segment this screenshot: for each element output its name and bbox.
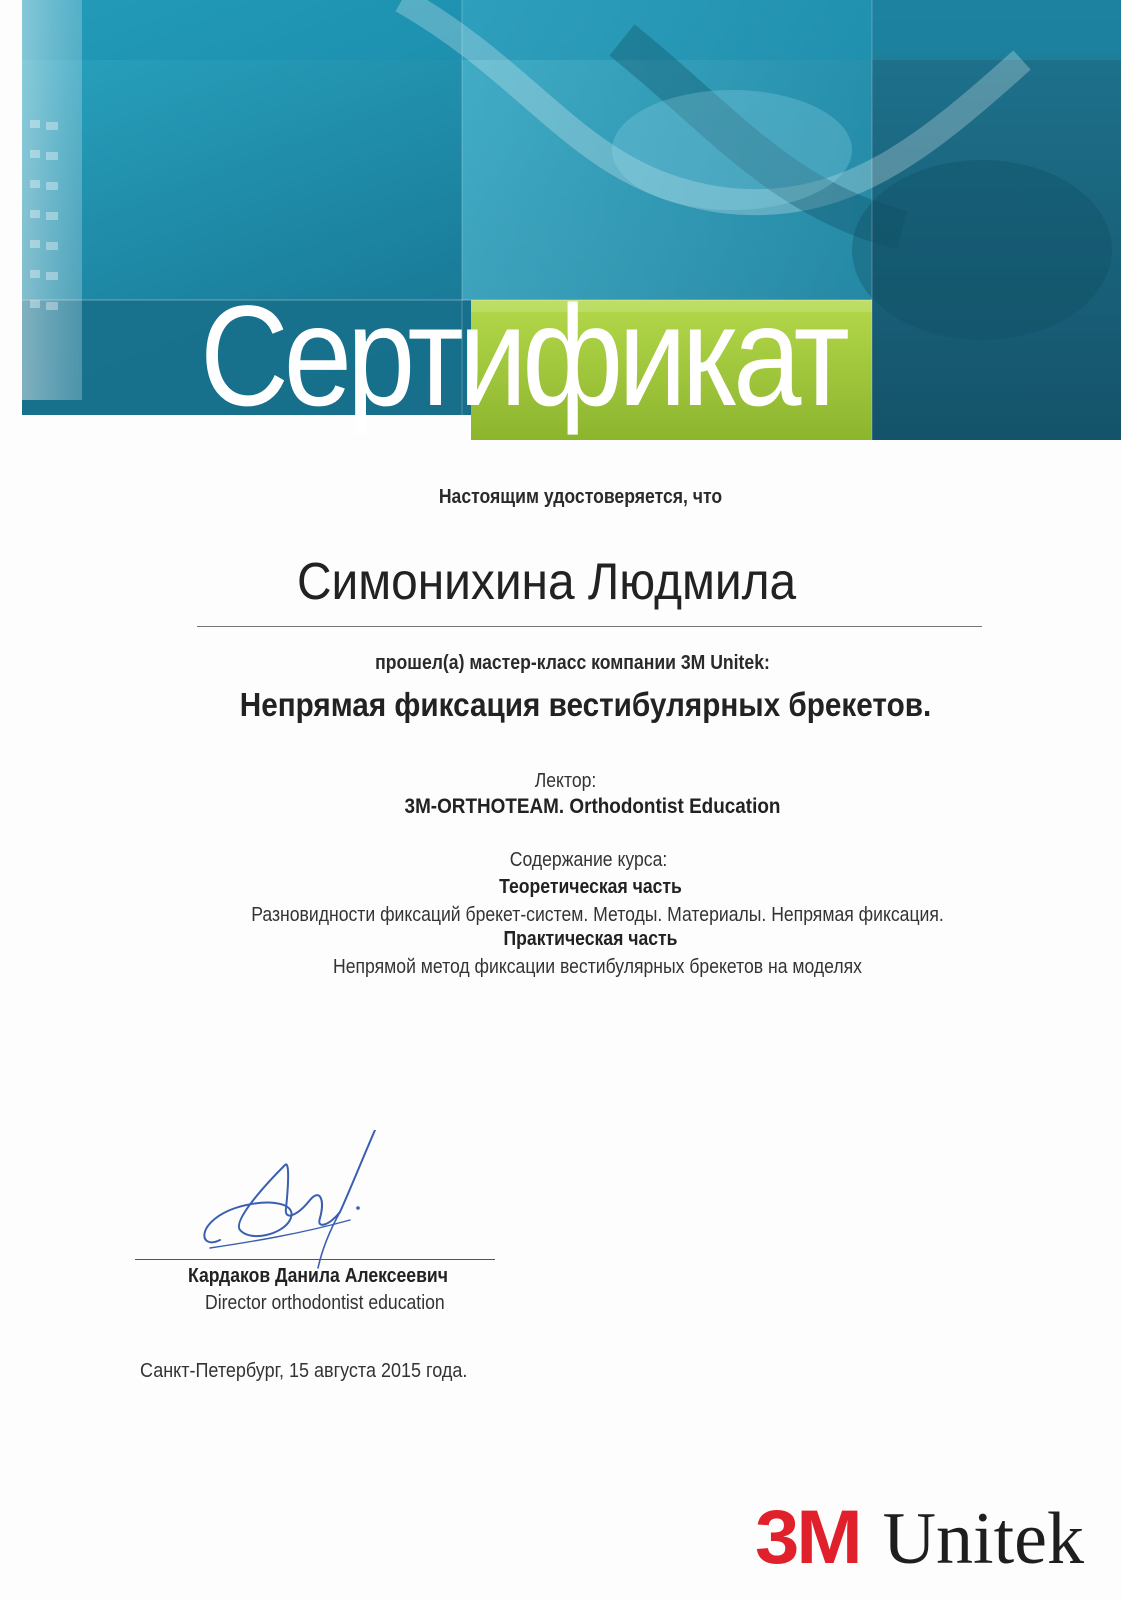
contents-label: Содержание курса: <box>509 849 668 871</box>
completed-text: прошел(а) мастер-класс компании 3M Unitek: <box>375 652 770 674</box>
theory-text: Разновидности фиксаций брекет-систем. Методы. Материалы. Непрямая фиксация. <box>251 904 944 926</box>
certificate-title: Сертификат <box>200 277 845 436</box>
signer-position: Director orthodontist education <box>205 1292 445 1314</box>
signer-name: Кардаков Данила Алексеевич <box>188 1265 448 1287</box>
theory-heading: Теоретическая часть <box>499 876 682 898</box>
signature-line <box>135 1259 495 1260</box>
logo-3m-mark: 3M <box>755 1495 860 1580</box>
3m-unitek-logo <box>755 1495 1084 1580</box>
practice-heading: Практическая часть <box>503 928 678 950</box>
recipient-underline <box>197 626 982 627</box>
lector-name: 3M-ORTHOTEAM. Orthodontist Education <box>404 795 781 818</box>
place-date: Санкт-Петербург, 15 августа 2015 года. <box>140 1360 468 1382</box>
signature-icon <box>190 1130 390 1270</box>
practice-text: Непрямой метод фиксации вестибулярных брекетов на моделях <box>333 956 862 978</box>
logo-unitek-wordmark: Unitek <box>882 1498 1084 1580</box>
lector-label: Лектор: <box>534 770 597 792</box>
recipient-name: Симонихина Людмила <box>297 553 797 611</box>
certify-text: Настоящим удостоверяется, что <box>438 486 723 508</box>
course-title: Непрямая фиксация вестибулярных брекетов. <box>239 686 932 723</box>
